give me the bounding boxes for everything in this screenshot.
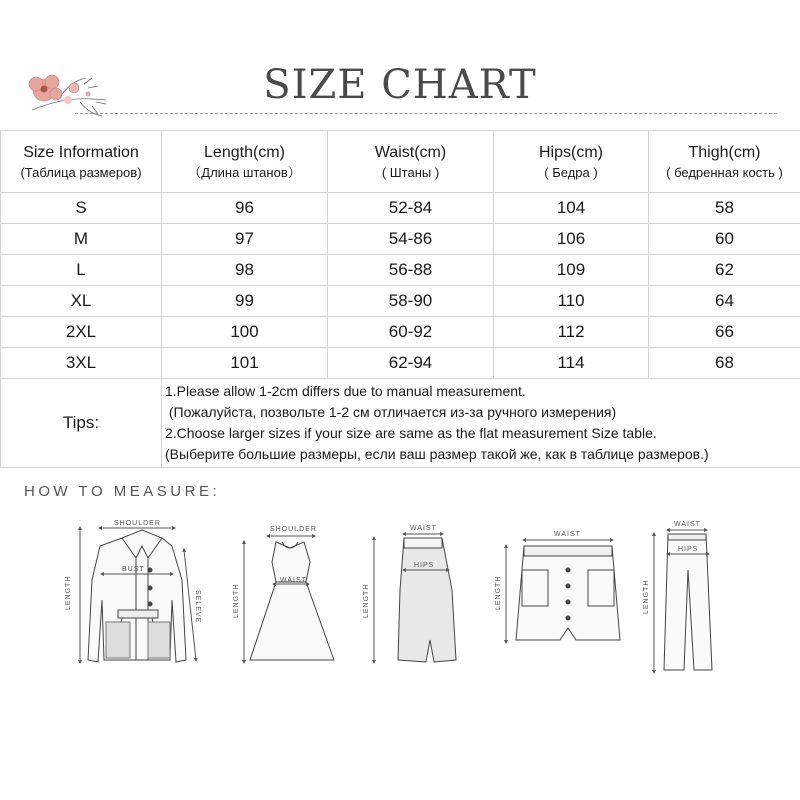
table-cell: L <box>1 255 162 286</box>
table-cell: 110 <box>494 286 649 317</box>
table-cell: 101 <box>162 348 328 379</box>
tip-line: 1.Please allow 1-2cm differs due to manual measurement. <box>165 383 526 399</box>
table-cell: 97 <box>162 224 328 255</box>
table-cell: 58 <box>649 193 800 224</box>
bust-label: BUST <box>122 566 145 573</box>
column-header: Waist(cm) ( Штаны ) <box>328 131 494 193</box>
dress-icon <box>250 542 334 660</box>
column-header: Size Information (Таблица размеров) <box>1 131 162 193</box>
table-cell: 3XL <box>1 348 162 379</box>
table-cell: 114 <box>494 348 649 379</box>
table-row <box>1 286 800 317</box>
table-cell: S <box>1 193 162 224</box>
length-label: LENGTH <box>233 583 240 618</box>
table-row <box>1 255 800 286</box>
table-cell: 109 <box>494 255 649 286</box>
how-to-measure-heading: HOW TO MEASURE: <box>24 483 221 500</box>
tip-line: (Пожалуйста, позвольте 1-2 см отличается из-за ручного измерения) <box>165 404 617 420</box>
table-cell: 99 <box>162 286 328 317</box>
table-row <box>1 348 800 379</box>
coat-icon <box>88 530 186 662</box>
measurement-diagrams <box>0 510 800 710</box>
waist-label: WAIST <box>410 525 437 532</box>
shoulder-label: SHOULDER <box>270 526 317 533</box>
table-cell: 96 <box>162 193 328 224</box>
tips-text <box>162 379 800 468</box>
table-cell: XL <box>1 286 162 317</box>
table-cell: 52-84 <box>328 193 494 224</box>
table-cell: 66 <box>649 317 800 348</box>
table-cell: 60 <box>649 224 800 255</box>
hips-label: HIPS <box>678 546 699 553</box>
waist-label: WAIST <box>280 577 307 584</box>
table-cell: 2XL <box>1 317 162 348</box>
length-label: LENGTH <box>643 579 650 614</box>
table-cell: 106 <box>494 224 649 255</box>
header <box>0 0 800 125</box>
page-title: SIZE CHART <box>263 62 537 108</box>
table-cell: M <box>1 224 162 255</box>
table-cell: 62 <box>649 255 800 286</box>
size-table <box>0 130 800 468</box>
title-divider <box>75 113 777 114</box>
tips-label: Tips: <box>1 379 162 468</box>
table-cell: 98 <box>162 255 328 286</box>
table-cell: 58-90 <box>328 286 494 317</box>
table-cell: 112 <box>494 317 649 348</box>
table-cell: 60-92 <box>328 317 494 348</box>
table-cell: 56-88 <box>328 255 494 286</box>
tip-line: (Выберите большие размеры, если ваш размер такой же, как в таблице размеров.) <box>165 446 709 462</box>
table-cell: 62-94 <box>328 348 494 379</box>
sleeve-label: SELEVE <box>194 590 201 624</box>
skirt-icon <box>398 538 456 662</box>
table-cell: 64 <box>649 286 800 317</box>
hips-label: HIPS <box>414 562 435 569</box>
table-row <box>1 224 800 255</box>
length-label: LENGTH <box>495 575 502 610</box>
waist-label: WAIST <box>674 521 701 528</box>
shorts-icon <box>516 546 620 640</box>
column-header: Thigh(cm) ( бедренная кость ) <box>649 131 800 193</box>
table-cell: 104 <box>494 193 649 224</box>
length-label: LENGTH <box>65 575 72 610</box>
table-cell: 100 <box>162 317 328 348</box>
column-header: Hips(cm) ( Бедра ) <box>494 131 649 193</box>
waist-label: WAIST <box>554 531 581 538</box>
tips-row <box>1 379 800 468</box>
length-label: LENGTH <box>363 583 370 618</box>
table-row <box>1 317 800 348</box>
shoulder-label: SHOULDER <box>114 520 161 527</box>
table-header-row <box>1 131 800 193</box>
column-header: Length(cm) （Длина штанов） <box>162 131 328 193</box>
table-row <box>1 193 800 224</box>
table-cell: 68 <box>649 348 800 379</box>
tip-line: 2.Choose larger sizes if your size are same as the flat measurement Size table. <box>165 425 657 441</box>
table-cell: 54-86 <box>328 224 494 255</box>
